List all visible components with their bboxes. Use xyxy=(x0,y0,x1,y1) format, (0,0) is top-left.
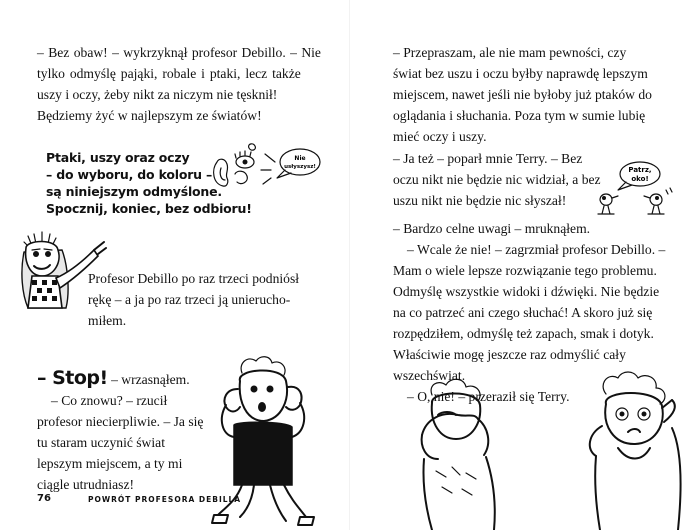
handwritten-spell: Ptaki, uszy oraz oczy – do wyboru, do koloru – są niniejszym odmyślone. Spocznij, koniec, bez odbioru! xyxy=(46,150,252,216)
birds-illustration xyxy=(590,160,680,220)
stop-exclamation: – Stop! xyxy=(37,367,108,389)
left-paragraph-1: – Bez obaw! – wykrzyknął profesor Debillo. – Nie tylko odmyślę pająki, robale i ptaki, lecz także uszy i oczy, żeby nikt za niczym nie tęsknił! Będziemy żyć w najlepszym ze światów! xyxy=(37,45,321,123)
right-page xyxy=(350,0,700,530)
terry-pointing-at-eye-illustration xyxy=(578,370,698,530)
svg-text:Nie: Nie xyxy=(294,155,306,162)
page-number: 76 xyxy=(37,493,51,504)
bird-speech-bubble xyxy=(280,149,320,175)
left-paragraph-2: Profesor Debillo po raz trzeci podniósł rękę – a ja po raz trzeci ją unierucho- miłem. xyxy=(88,271,300,328)
ear-eye-bird-illustration xyxy=(205,140,325,200)
right-paragraph-1: – Przepraszam, ale nie mam pewności, czy świat bez uszu i oczu byłby naprawdę lepszym miejscem, nawet jeśli nie byłoby już ptaków do oglądania i słuchania. Poza tym w sumie lubię mieć oczy i uszy. xyxy=(393,45,652,144)
right-paragraph-3: – Bardzo celne uwagi – mruknąłem. – Wcale że nie! – zagrzmiał profesor Debillo. – Mam o wiele lepsze rozwiązanie tego problemu. Odmyślę wszystkie widoki i dźwięki. Nie będzie na co patrzeć ani czego słuchać! A skoro już się rozpędziłem, odmyślę też zapach, smak i dotyk. Właściwie mogę jeszcze raz odmyślić cały wszechświat. – O, nie! – przeraził się Terry. xyxy=(393,221,666,404)
svg-text:usłyszysz!: usłyszysz! xyxy=(284,164,316,170)
running-title: POWRÓT PROFESORA DEBILLA xyxy=(88,495,242,504)
left-paragraph-3: – Stop! – wrzasnąłem. – Co znowu? – rzucił profesor niecierpliwie. – Ja się tu staram uczynić świat lepszym miejscem, a ty mi ciągle utrudniasz! xyxy=(37,367,204,492)
right-paragraph-2: – Ja też – poparł mnie Terry. – Bez oczu nikt nie będzie nic widział, a bez uszu nikt nie będzie nic słyszał! xyxy=(393,151,601,208)
svg-text:Patrz,: Patrz, xyxy=(628,166,652,174)
svg-text:oko!: oko! xyxy=(631,175,649,183)
kid-covering-eyes-illustration xyxy=(402,375,522,530)
